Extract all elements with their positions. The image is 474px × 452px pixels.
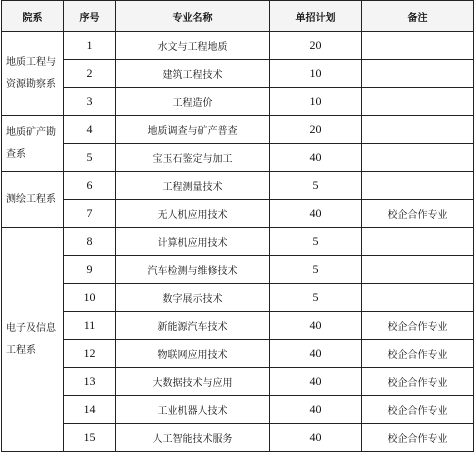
serial-number-cell: 6 [64, 172, 116, 200]
enrollment-plan-table [1, 0, 474, 452]
serial-number-cell: 10 [64, 284, 116, 312]
serial-number-cell: 3 [64, 88, 116, 116]
serial-number-cell: 12 [64, 340, 116, 368]
major-name-cell: 计算机应用技术 [116, 228, 270, 256]
table-row [2, 88, 474, 116]
table-row [2, 256, 474, 284]
remark-cell [362, 88, 474, 116]
major-name-cell: 无人机应用技术 [116, 200, 270, 228]
remark-cell: 校企合作专业 [362, 396, 474, 424]
table-row [2, 32, 474, 60]
major-name-cell: 大数据技术与应用 [116, 368, 270, 396]
header-major: 专业名称 [116, 1, 270, 32]
table-row [2, 368, 474, 396]
table-row [2, 312, 474, 340]
header-no: 序号 [64, 1, 116, 32]
remark-cell: 校企合作专业 [362, 368, 474, 396]
enrollment-plan-cell: 5 [270, 172, 362, 200]
serial-number-cell: 14 [64, 396, 116, 424]
department-cell: 电子及信息工程系 [2, 228, 64, 452]
table-row [2, 144, 474, 172]
enrollment-plan-cell: 40 [270, 368, 362, 396]
remark-cell [362, 228, 474, 256]
header-row [2, 1, 474, 32]
table-row [2, 60, 474, 88]
department-cell: 地质工程与资源勘察系 [2, 32, 64, 116]
serial-number-cell: 1 [64, 32, 116, 60]
major-name-cell: 宝玉石鉴定与加工 [116, 144, 270, 172]
major-name-cell: 工程测量技术 [116, 172, 270, 200]
remark-cell [362, 256, 474, 284]
table-row [2, 116, 474, 144]
major-name-cell: 物联网应用技术 [116, 340, 270, 368]
serial-number-cell: 7 [64, 200, 116, 228]
header-note: 备注 [362, 1, 474, 32]
enrollment-plan-cell: 40 [270, 312, 362, 340]
remark-cell [362, 32, 474, 60]
major-name-cell: 建筑工程技术 [116, 60, 270, 88]
major-name-cell: 水文与工程地质 [116, 32, 270, 60]
enrollment-plan-cell: 5 [270, 284, 362, 312]
serial-number-cell: 2 [64, 60, 116, 88]
remark-cell: 校企合作专业 [362, 200, 474, 228]
enrollment-plan-cell: 40 [270, 144, 362, 172]
major-name-cell: 汽车检测与维修技术 [116, 256, 270, 284]
table-row [2, 396, 474, 424]
major-name-cell: 工程造价 [116, 88, 270, 116]
table-row [2, 172, 474, 200]
serial-number-cell: 4 [64, 116, 116, 144]
serial-number-cell: 15 [64, 424, 116, 452]
major-name-cell: 工业机器人技术 [116, 396, 270, 424]
enrollment-plan-cell: 40 [270, 340, 362, 368]
remark-cell: 校企合作专业 [362, 340, 474, 368]
remark-cell [362, 144, 474, 172]
enrollment-plan-cell: 20 [270, 116, 362, 144]
serial-number-cell: 5 [64, 144, 116, 172]
table-row [2, 424, 474, 452]
remark-cell [362, 60, 474, 88]
remark-cell: 校企合作专业 [362, 312, 474, 340]
remark-cell [362, 172, 474, 200]
serial-number-cell: 11 [64, 312, 116, 340]
enrollment-plan-cell: 5 [270, 256, 362, 284]
major-name-cell: 数字展示技术 [116, 284, 270, 312]
remark-cell [362, 116, 474, 144]
table-row [2, 228, 474, 256]
enrollment-plan-cell: 40 [270, 424, 362, 452]
table-row [2, 284, 474, 312]
table-body [2, 32, 474, 452]
enrollment-plan-cell: 40 [270, 200, 362, 228]
major-name-cell: 地质调查与矿产普查 [116, 116, 270, 144]
enrollment-plan-cell: 5 [270, 228, 362, 256]
enrollment-plan-cell: 20 [270, 32, 362, 60]
enrollment-plan-cell: 10 [270, 60, 362, 88]
major-name-cell: 新能源汽车技术 [116, 312, 270, 340]
table-row [2, 200, 474, 228]
serial-number-cell: 8 [64, 228, 116, 256]
department-cell: 测绘工程系 [2, 172, 64, 228]
table-row [2, 340, 474, 368]
serial-number-cell: 9 [64, 256, 116, 284]
remark-cell [362, 284, 474, 312]
header-plan: 单招计划 [270, 1, 362, 32]
department-cell: 地质矿产勘查系 [2, 116, 64, 172]
major-name-cell: 人工智能技术服务 [116, 424, 270, 452]
serial-number-cell: 13 [64, 368, 116, 396]
remark-cell: 校企合作专业 [362, 424, 474, 452]
enrollment-plan-cell: 40 [270, 396, 362, 424]
enrollment-plan-cell: 10 [270, 88, 362, 116]
header-dept: 院系 [2, 1, 64, 32]
